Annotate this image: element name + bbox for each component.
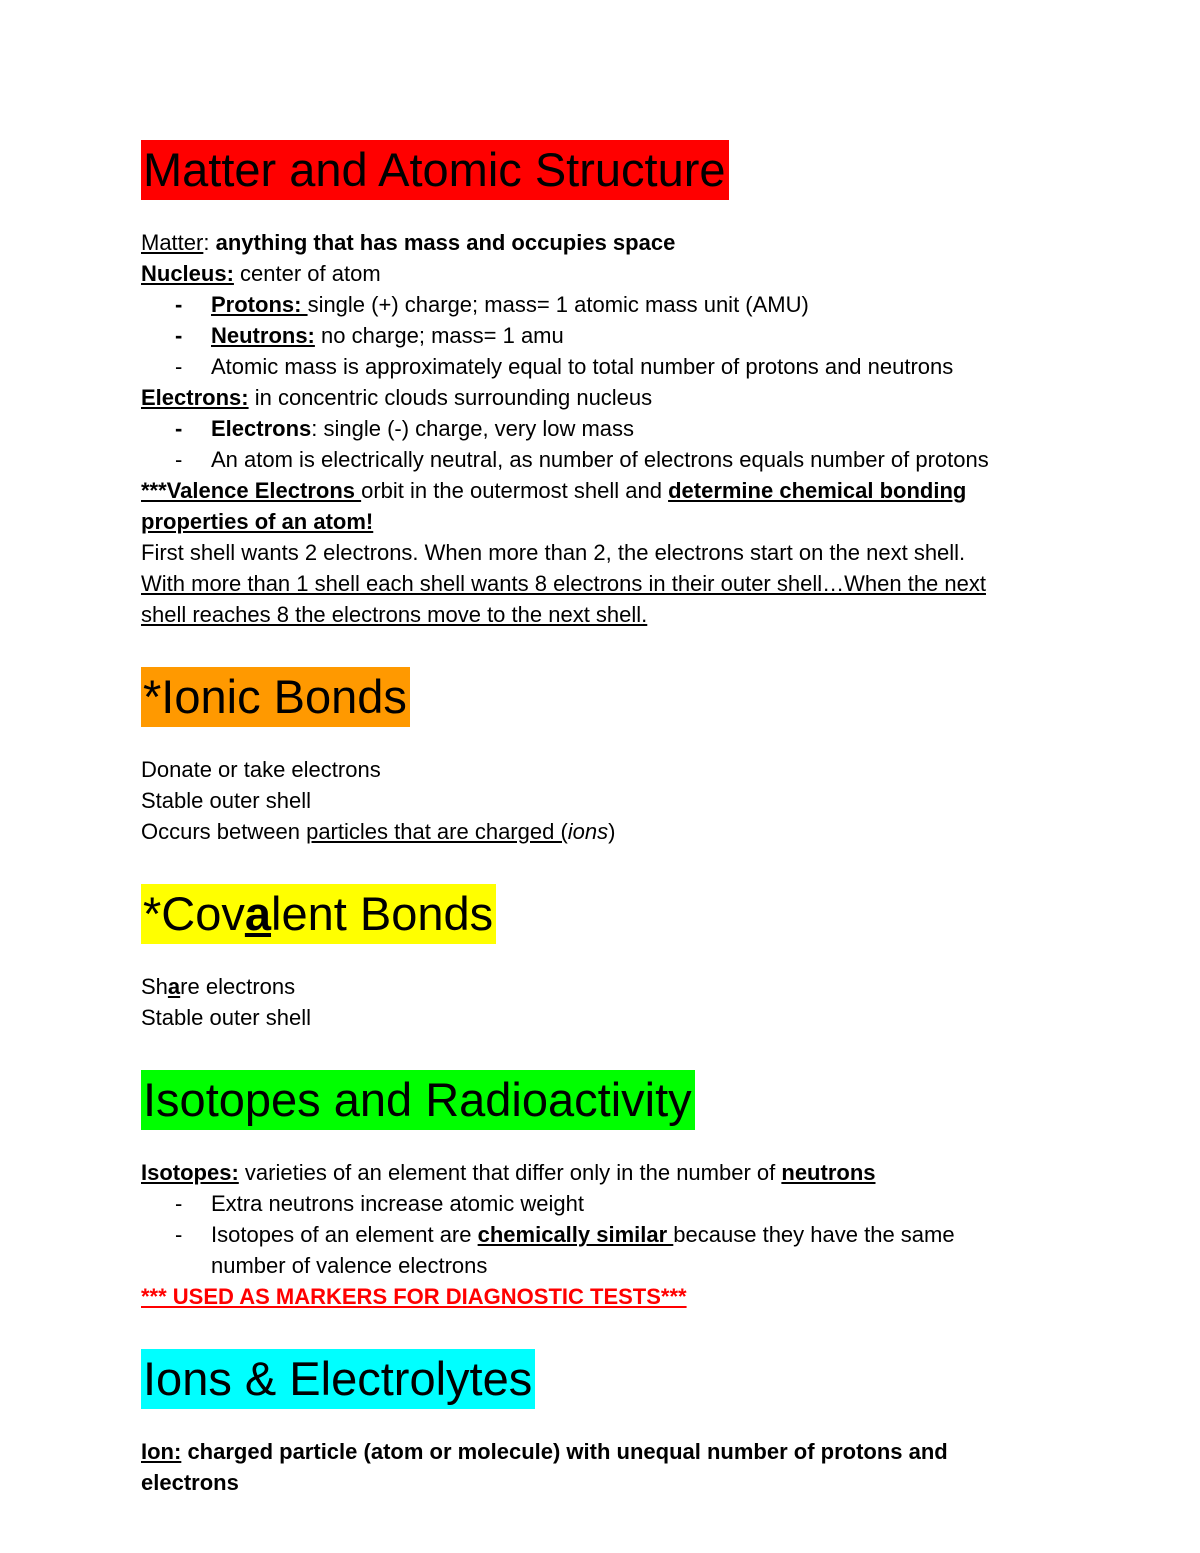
list-dash: -	[175, 1191, 183, 1216]
heading-covalent-a: *Cov	[143, 887, 245, 940]
ion-definition-line-1	[141, 1436, 1071, 1467]
matter-term: Matter	[141, 230, 204, 255]
electrons-def: in concentric clouds surrounding nucleus	[248, 385, 653, 410]
heading-covalent-c: lent Bonds	[271, 887, 494, 940]
matter-colon: :	[203, 230, 210, 255]
neutral-atom-text: An atom is electrically neutral, as number of electrons equals number of protons	[211, 447, 989, 472]
neutrons-term: Neutrons:	[211, 323, 315, 348]
valence-mid: orbit in the outermost shell and	[361, 478, 669, 503]
share-a: Sh	[141, 974, 168, 999]
list-dash: -	[175, 323, 183, 348]
list-item-chemically-similar	[141, 1219, 1071, 1281]
matter-definition	[141, 227, 1071, 258]
list-item-protons	[141, 289, 1071, 320]
isotopes-term: Isotopes:	[141, 1160, 239, 1185]
electrons-item-def: : single (-) charge, very low mass	[311, 416, 635, 441]
similar-bold: chemically similar	[477, 1222, 674, 1247]
ionic-line-3	[141, 816, 1071, 847]
valence-line-1	[141, 475, 1071, 506]
list-dash: -	[175, 447, 183, 472]
heading-ions-electrolytes: Ions & Electrolytes	[141, 1349, 535, 1409]
share-b: a	[167, 974, 181, 999]
protons-def: single (+) charge; mass= 1 atomic mass unit (AMU)	[307, 292, 809, 317]
ionic-line-3-underlined: particles that are charged (	[306, 819, 568, 844]
share-c: re electrons	[180, 974, 296, 999]
covalent-share-line	[141, 971, 1071, 1002]
covalent-line-2: Stable outer shell	[141, 1005, 311, 1030]
diagnostic-markers-note: *** USED AS MARKERS FOR DIAGNOSTIC TESTS***	[141, 1284, 687, 1309]
nucleus-def: center of atom	[233, 261, 381, 286]
ionic-line-3-ions: ions	[567, 819, 609, 844]
list-dash: -	[175, 354, 183, 379]
ionic-line-2: Stable outer shell	[141, 788, 311, 813]
heading-covalent-b: a	[244, 887, 272, 940]
list-dash: -	[175, 416, 183, 441]
ion-definition-line-2: electrons	[141, 1470, 239, 1495]
isotopes-neutrons: neutrons	[781, 1160, 876, 1185]
list-item-atomic-mass	[141, 351, 1071, 382]
valence-term: ***Valence Electrons	[141, 478, 362, 503]
ion-term: Ion:	[141, 1439, 182, 1464]
valence-end-1: determine chemical bonding	[668, 478, 967, 503]
first-shell-text: First shell wants 2 electrons. When more than 2, the electrons start on the next shell.	[141, 540, 966, 565]
electrons-item-term: Electrons	[211, 416, 312, 441]
heading-ionic-bonds: *Ionic Bonds	[141, 667, 410, 727]
ion-def-1: charged particle (atom or molecule) with unequal number of protons and	[181, 1439, 948, 1464]
list-dash: -	[175, 1222, 183, 1247]
electrons-term: Electrons:	[141, 385, 249, 410]
nucleus-term: Nucleus:	[141, 261, 234, 286]
ionic-line-3-pre: Occurs between	[141, 819, 307, 844]
ionic-line-3-end: )	[608, 819, 616, 844]
more-shell-line-2: shell reaches 8 the electrons move to the next shell.	[141, 602, 648, 627]
heading-isotopes-radioactivity: Isotopes and Radioactivity	[141, 1070, 695, 1130]
document-page	[141, 140, 1071, 1498]
matter-def: anything that has mass and occupies space	[209, 230, 676, 255]
valence-end-2: properties of an atom!	[141, 509, 374, 534]
heading-covalent-bonds	[141, 884, 496, 944]
neutrons-def: no charge; mass= 1 amu	[314, 323, 564, 348]
list-item-neutrons	[141, 320, 1071, 351]
isotopes-def: varieties of an element that differ only in the number of	[238, 1160, 782, 1185]
atomic-mass-text: Atomic mass is approximately equal to total number of protons and neutrons	[211, 354, 954, 379]
similar-post-2: number of valence electrons	[211, 1253, 488, 1278]
similar-pre: Isotopes of an element are	[211, 1222, 478, 1247]
similar-post-1: because they have the same	[673, 1222, 955, 1247]
nucleus-definition	[141, 258, 1071, 289]
list-item-extra-neutrons	[141, 1188, 1071, 1219]
list-item-electrons	[141, 413, 1071, 444]
list-item-neutral-atom	[141, 444, 1071, 475]
isotopes-definition	[141, 1157, 1071, 1188]
extra-neutrons-text: Extra neutrons increase atomic weight	[211, 1191, 584, 1216]
ionic-line-1: Donate or take electrons	[141, 757, 381, 782]
valence-line-2	[141, 506, 1071, 537]
more-shell-line-1: With more than 1 shell each shell wants 8 electrons in their outer shell…When the next	[141, 571, 986, 596]
list-dash: -	[175, 292, 183, 317]
protons-term: Protons:	[211, 292, 308, 317]
electrons-definition	[141, 382, 1071, 413]
heading-matter-atomic-structure: Matter and Atomic Structure	[141, 140, 729, 200]
